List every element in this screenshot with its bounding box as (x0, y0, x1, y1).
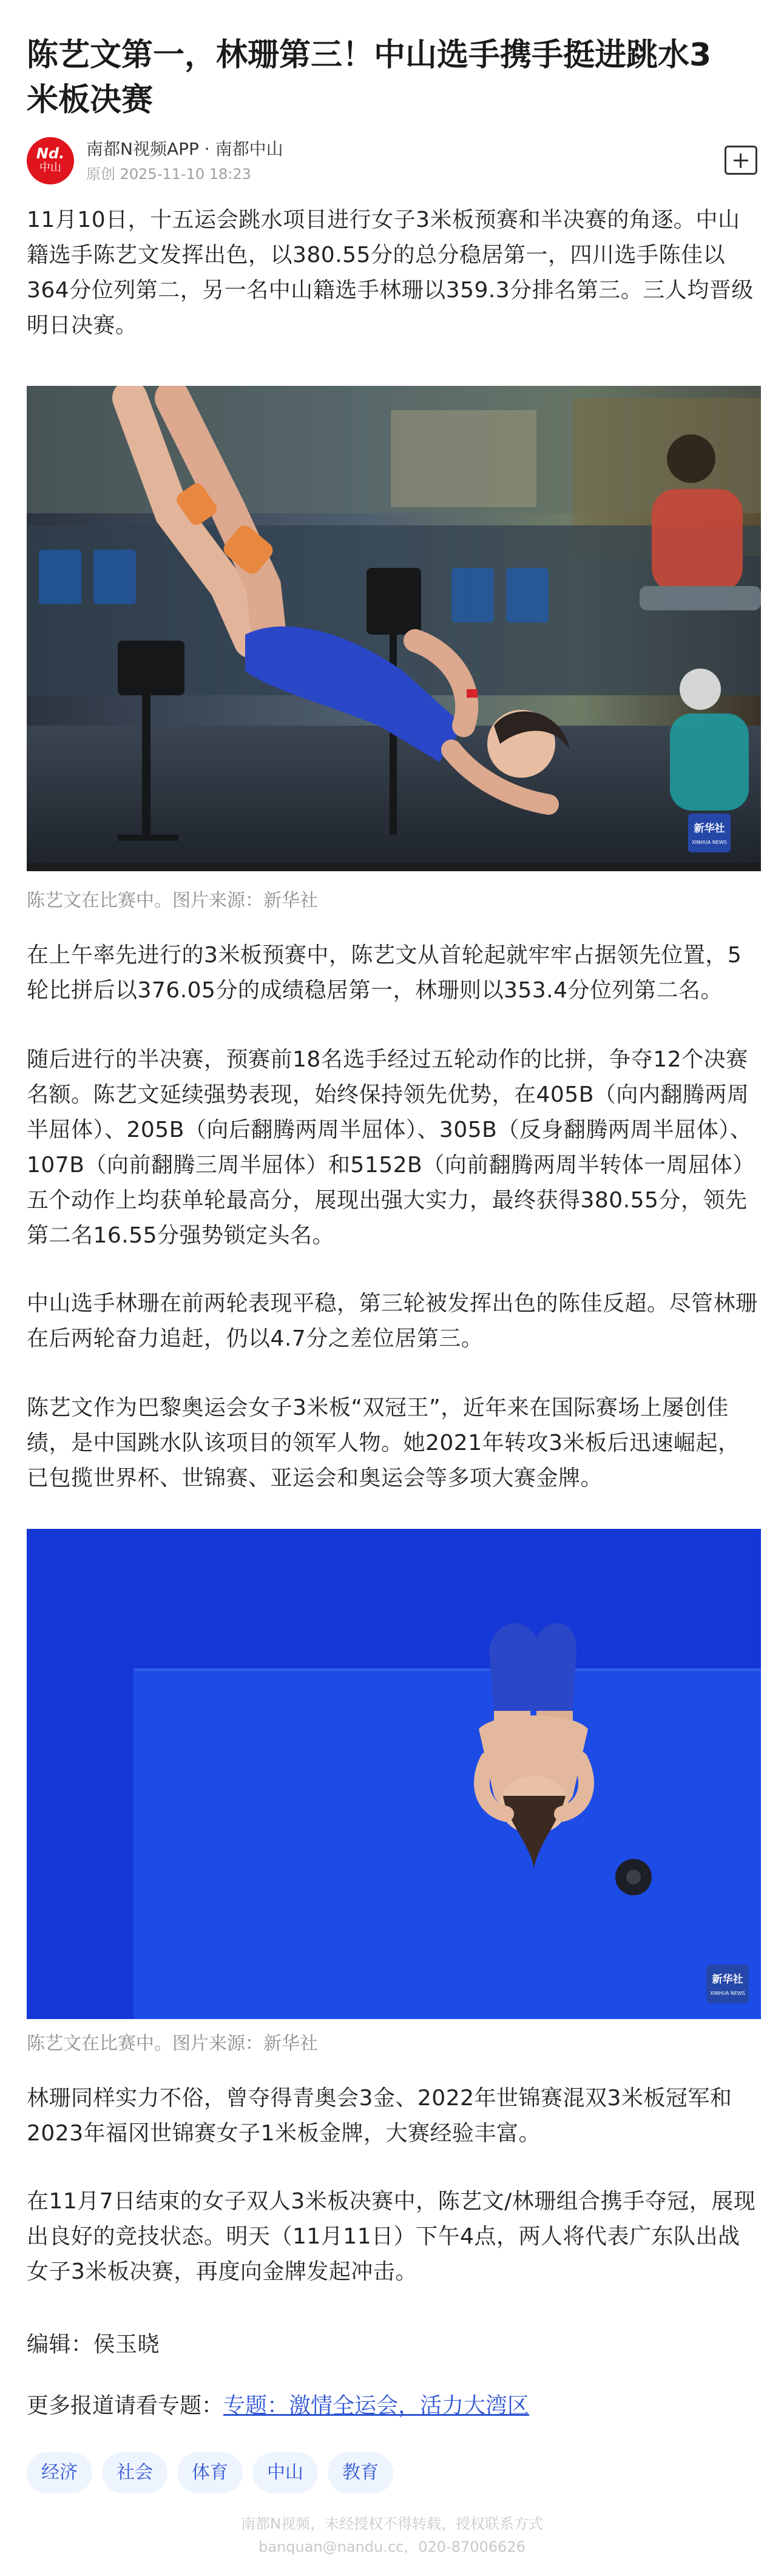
diver-photo-1 (27, 386, 761, 871)
tag-sports[interactable]: 体育 (177, 2452, 243, 2493)
tag-economy[interactable]: 经济 (27, 2452, 92, 2493)
watermark-name: 新华社 (712, 1974, 743, 1986)
related-topic-link[interactable]: 专题：激情全运会，活力大湾区 (223, 2393, 530, 2418)
logo-subtext: 中山 (39, 161, 61, 174)
publish-date: 原创 2025-11-10 18:23 (86, 166, 251, 183)
copyright-notice: 南都N视频，未经授权不得转载，授权联系方式 (241, 2515, 543, 2532)
source-name[interactable]: 南都N视频APP · 南都中山 (86, 139, 283, 159)
tag-zhongshan[interactable]: 中山 (252, 2452, 318, 2493)
article-photo-2[interactable] (27, 1529, 761, 2019)
editor-credit: 编辑：侯玉晓 (27, 2332, 160, 2357)
photo-caption-2: 陈艺文在比赛中。图片来源：新华社 (27, 2033, 318, 2054)
add-icon[interactable] (725, 146, 757, 175)
tag-list (27, 2452, 403, 2496)
diver-photo-2 (27, 1529, 761, 2019)
article-paragraph: 在上午率先进行的3米板预赛中，陈艺文从首轮起就牢牢占据领先位置，5轮比拼后以376.05分的成绩稳居第一，林珊则以353.4分位列第二名。 (27, 943, 742, 1003)
article-paragraph: 在11月7日结束的女子双人3米板决赛中，陈艺文/林珊组合携手夺冠，展现出良好的竞技状态。明天（11月11日）下午4点，两人将代表广东队出战女子3米板决赛，再度向金牌发起冲击。 (27, 2189, 756, 2284)
article-paragraph: 陈艺文作为巴黎奥运会女子3米板“双冠王”，近年来在国际赛场上屡创佳绩，是中国跳水队该项目的领军人物。她2021年转攻3米板后迅速崛起，已包揽世界杯、世锦赛、亚运会和奥运会等多项大赛金牌。 (27, 1395, 740, 1491)
watermark-sub: XINHUA NEWS (692, 840, 727, 845)
article-paragraph: 中山选手林珊在前两轮表现平稳，第三轮被发挥出色的陈佳反超。尽管林珊在后两轮奋力追赶，仍以4.7分之差位居第三。 (27, 1291, 758, 1351)
article-photo-1[interactable] (27, 386, 761, 871)
related-topic (27, 2390, 529, 2422)
related-topic-label: 更多报道请看专题： (27, 2393, 224, 2418)
watermark-sub: XINHUA NEWS (710, 1991, 745, 1996)
article-paragraph: 随后进行的半决赛，预赛前18名选手经过五轮动作的比拼，争夺12个决赛名额。陈艺文延续强势表现，始终保持领先优势，在405B（向内翻腾两周半屈体）、205B（向后翻腾两周半屈体）、305B（反身翻腾两周半屈体）、107B（向前翻腾三周半屈体）和5152B（向前翻腾两周半转体一周屈体）五个动作上均获单轮最高分，展现出强大实力，最终获得380.55分，领先第二名16.55分强势锁定头名。 (27, 1047, 755, 1248)
article-paragraph: 林珊同样实力不俗，曾夺得青奥会3金、2022年世锦赛混双3米板冠军和2023年福冈世锦赛女子1米板金牌，大赛经验丰富。 (27, 2086, 732, 2146)
tag-education[interactable]: 教育 (328, 2452, 393, 2493)
article-title: 陈艺文第一，林珊第三！中山选手携手挺进跳水3米板决赛 (27, 37, 712, 118)
article-meta (27, 137, 757, 188)
logo-text: Nd. (36, 145, 65, 162)
source-logo[interactable] (27, 137, 74, 184)
watermark-name: 新华社 (694, 823, 725, 835)
photo-caption-1: 陈艺文在比赛中。图片来源：新华社 (27, 890, 318, 911)
article-paragraph: 11月10日，十五运会跳水项目进行女子3米板预赛和半决赛的角逐。中山籍选手陈艺文发挥出色，以380.55分的总分稳居第一，四川选手陈佳以364分位列第二，另一名中山籍选手林珊以359.3分排名第三。三人均晋级明日决赛。 (27, 207, 754, 338)
tag-society[interactable]: 社会 (102, 2452, 167, 2493)
copyright-contact: banquan@nandu.cc，020-87006626 (259, 2538, 525, 2555)
